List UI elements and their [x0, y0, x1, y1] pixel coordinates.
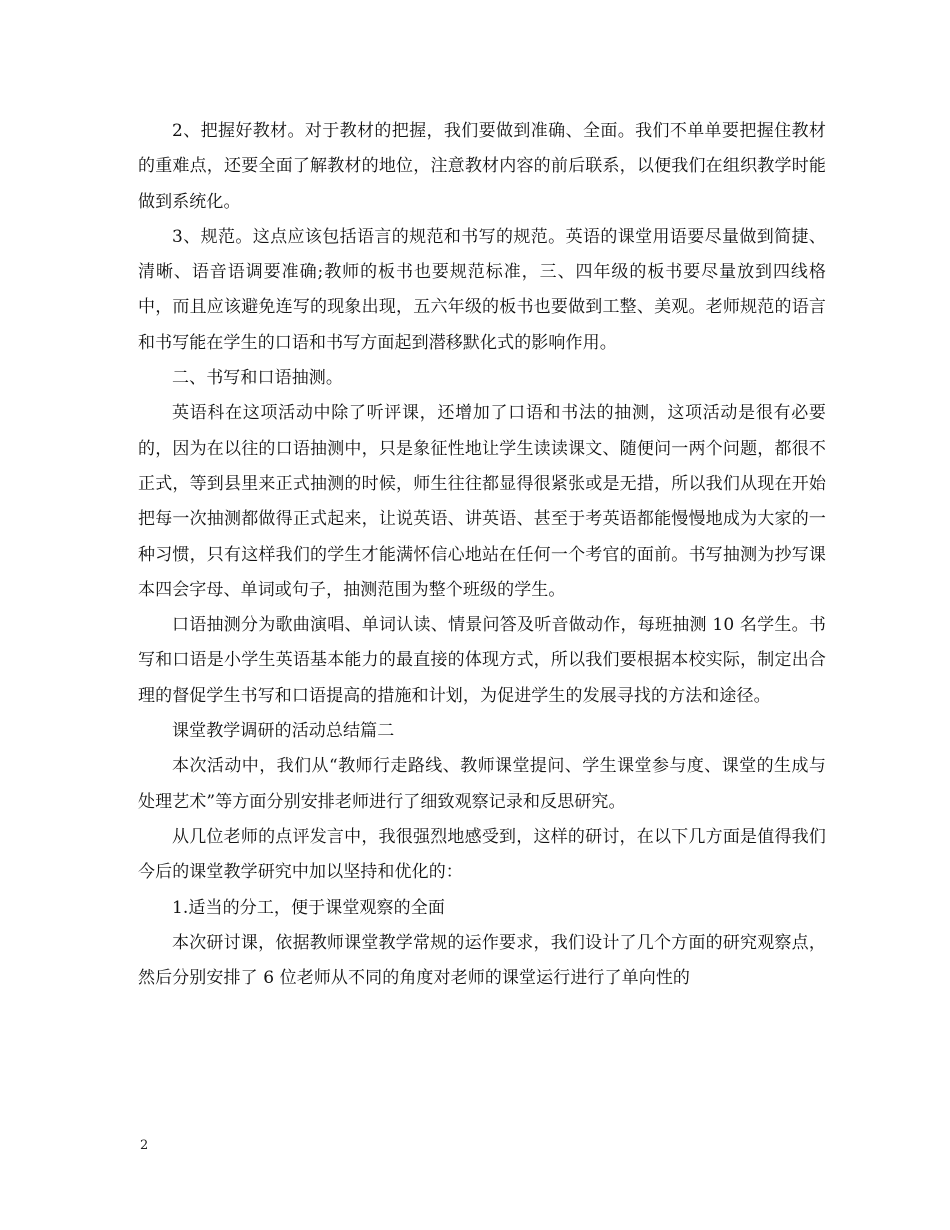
paragraph-oral-calligraphy-test: 英语科在这项活动中除了听评课，还增加了口语和书法的抽测，这项活动是很有必要的，因为在以往的口语抽测中，只是象征性地让学生读读课文、随便问一两个问题，都很不正式，等到县里来正式抽测的时候，师生往往都显得很紧张或是无措，所以我们从现在开始把每一次抽测都做得正式起来，让说英语、讲英语、甚至于考英语都能慢慢地成为大家的一种习惯，只有这样我们的学生才能满怀信心地站在任何一个考官的面前。书写抽测为抄写课本四会字母、单词或句子，抽测范围为整个班级的学生。 [138, 403, 826, 600]
paragraph-oral-test-format: 口语抽测分为歌曲演唱、单词认读、情景问答及听音做动作，每班抽测 10 名学生。书写和口语是小学生英语基本能力的最直接的体现方式，所以我们要根据本校实际，制定出合理的督促学生书写和口语提高的措施和计划，为促进学生的发展寻找的方法和途径。 [138, 615, 826, 706]
document-body [138, 114, 826, 996]
section-heading-writing-oral-test: 二、书写和口语抽测。 [172, 368, 343, 389]
article-title-part-two: 课堂教学调研的活动总结篇二 [172, 721, 395, 742]
subheading-division-of-labor: 1.适当的分工，便于课堂观察的全面 [172, 897, 445, 918]
paragraph-activity-overview: 本次活动中，我们从“教师行走路线、教师课堂提问、学生课堂参与度、课堂的生成与处理艺术”等方面分别安排老师进行了细致观察记录和反思研究。 [138, 756, 826, 812]
paragraph-standardization: 3、规范。这点应该包括语言的规范和书写的规范。英语的课堂用语要尽量做到简捷、清晰、语音语调要准确;教师的板书也要规范标准，三、四年级的板书要尽量放到四线格中，而且应该避免连写的现象出现，五六年级的板书也要做到工整、美观。老师规范的语言和书写能在学生的口语和书写方面起到潜移默化式的影响作用。 [138, 226, 826, 353]
paragraph-teacher-feedback: 从几位老师的点评发言中，我很强烈地感受到，这样的研讨，在以下几方面是值得我们今后的课堂教学研究中加以坚持和优化的： [138, 826, 826, 883]
paragraph-textbook-mastery: 2、把握好教材。对于教材的把握，我们要做到准确、全面。我们不单单要把握住教材的重难点，还要全面了解教材的地位，注意教材内容的前后联系，以便我们在组织教学时能做到系统化。 [138, 121, 826, 212]
paragraph-research-design: 本次研讨课，依据教师课堂教学常规的运作要求，我们设计了几个方面的研究观察点，然后分别安排了 6 位老师从不同的角度对老师的课堂运行进行了单向性的 [138, 932, 826, 989]
page-number: 2 [140, 1138, 149, 1153]
